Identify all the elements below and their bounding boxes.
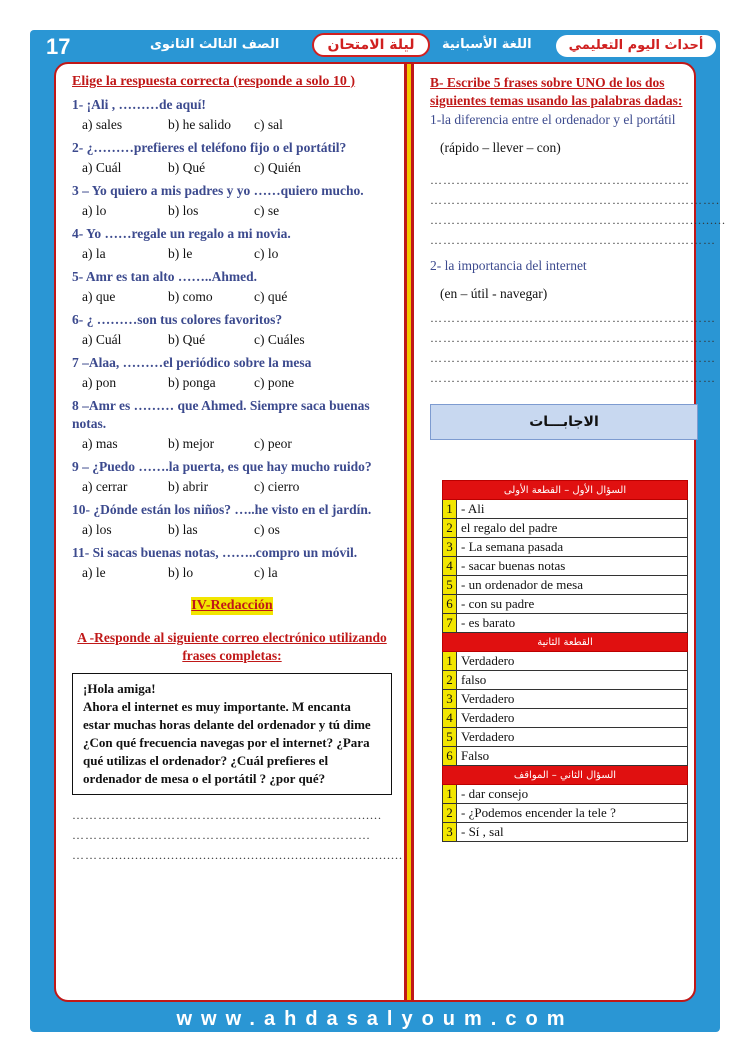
option-text: b) los: [168, 203, 199, 218]
option-text: b) ponga: [168, 375, 216, 390]
answer-section-header: [443, 633, 688, 652]
option-text: b) las: [168, 522, 198, 537]
option-text: c) Quién: [254, 160, 301, 175]
grade-label: الصف الثالث الثانوى: [150, 37, 280, 52]
page-number: 17: [46, 34, 71, 59]
answers-heading: الاجابـــات: [430, 404, 698, 440]
answer-text: Verdadero: [457, 728, 688, 747]
question-stem: 7 –Alaa, ………el periódico sobre la mesa: [72, 355, 312, 370]
option-text: a) le: [82, 565, 106, 580]
question-stem: 1- ¡Ali , ………de aquí!: [72, 97, 206, 112]
topic-one-words: (rápido – llever – con): [440, 140, 561, 155]
page-frame: [30, 30, 726, 1032]
answer-line: …………………………………………………………: [430, 371, 716, 385]
option-text: a) que: [82, 289, 116, 304]
answer-number: 3: [443, 538, 457, 557]
exam-paper: [54, 62, 726, 1002]
question-options: [72, 288, 392, 305]
question-options: [72, 521, 392, 538]
answer-number: 4: [443, 557, 457, 576]
question-item: [72, 96, 392, 133]
question-options: [72, 116, 392, 133]
right-column: [430, 74, 726, 842]
question-stem: 2- ¿………prefieres el teléfono fijo o el portátil?: [72, 140, 347, 155]
brand-badge: أحداث اليوم التعليمي: [556, 35, 716, 57]
table-row: [443, 595, 688, 614]
question-item: [72, 182, 392, 219]
answer-text: - ¿Podemos encender la tele ?: [457, 804, 688, 823]
table-row: [443, 728, 688, 747]
answer-text: - sacar buenas notas: [457, 557, 688, 576]
answer-text: - con su padre: [457, 595, 688, 614]
question-item: [72, 225, 392, 262]
section-title: Elige la respuesta correcta (responde a solo 10 ): [72, 74, 356, 89]
question-stem: 6- ¿ ………son tus colores favoritos?: [72, 312, 283, 327]
answer-text: - dar consejo: [457, 785, 688, 804]
question-item: [72, 311, 392, 348]
answer-text: Verdadero: [457, 709, 688, 728]
answer-text: Verdadero: [457, 690, 688, 709]
answer-text: - Ali: [457, 500, 688, 519]
table-row: [443, 538, 688, 557]
answer-text: Verdadero: [457, 652, 688, 671]
column-divider: [404, 64, 414, 1000]
question-item: [72, 458, 392, 495]
question-options: [72, 564, 392, 581]
redaccion-heading: IV-Redacción: [191, 598, 273, 613]
option-text: b) abrir: [168, 479, 209, 494]
option-text: c) os: [254, 522, 280, 537]
question-item: [72, 139, 392, 176]
option-text: c) lo: [254, 246, 279, 261]
table-row: [443, 671, 688, 690]
answer-line: …………………………………………………………: [430, 331, 716, 345]
header-bar: [30, 30, 720, 62]
option-text: c) Cuáles: [254, 332, 305, 347]
answer-text: Falso: [457, 747, 688, 766]
answer-lines: [72, 805, 403, 865]
option-text: c) sal: [254, 117, 283, 132]
answer-line: …………………………………………………………: [430, 233, 716, 247]
email-greeting: ¡Hola amiga!: [83, 681, 156, 696]
option-text: b) he salido: [168, 117, 231, 132]
table-row: [443, 500, 688, 519]
answer-number: 5: [443, 576, 457, 595]
option-text: c) pone: [254, 375, 295, 390]
answer-text: - un ordenador de mesa: [457, 576, 688, 595]
option-text: c) se: [254, 203, 280, 218]
topic-two-words: (en – útil - navegar): [440, 286, 548, 301]
table-row: [443, 823, 688, 842]
option-text: b) le: [168, 246, 193, 261]
answer-text: falso: [457, 671, 688, 690]
answer-line: …………………………………………………………: [430, 351, 716, 365]
email-box: [72, 673, 392, 795]
answer-text: - es barato: [457, 614, 688, 633]
exam-night-badge: ليلة الامتحان: [312, 33, 430, 57]
answer-number: 1: [443, 500, 457, 519]
answer-section-header: [443, 766, 688, 785]
section-header-text: القطعة الثانية: [443, 633, 688, 652]
option-text: b) mejor: [168, 436, 215, 451]
table-row: [443, 614, 688, 633]
question-item: [72, 501, 392, 538]
answer-number: 7: [443, 614, 457, 633]
answer-number: 1: [443, 652, 457, 671]
answer-number: 6: [443, 747, 457, 766]
question-stem: 3 – Yo quiero a mis padres y yo ……quiero mucho.: [72, 183, 364, 198]
question-options: [72, 202, 392, 219]
option-text: a) cerrar: [82, 479, 128, 494]
question-options: [72, 374, 392, 391]
option-text: c) peor: [254, 436, 292, 451]
option-text: c) la: [254, 565, 278, 580]
table-row: [443, 519, 688, 538]
table-row: [443, 709, 688, 728]
writing-task-title: B- Escribe 5 frases sobre UNO de los dos siguientes temas usando las palabras dadas:: [430, 75, 683, 108]
table-row: [443, 690, 688, 709]
question-item: [72, 354, 392, 391]
answer-number: 2: [443, 671, 457, 690]
answer-line: …………………………………………………………......: [72, 808, 382, 822]
option-text: a) sales: [82, 117, 123, 132]
option-text: a) los: [82, 522, 112, 537]
question-stem: 9 – ¿Puedo …….la puerta, es que hay mucho ruido?: [72, 459, 372, 474]
option-text: a) pon: [82, 375, 117, 390]
answer-number: 2: [443, 519, 457, 538]
topic-one-lines: [430, 170, 726, 250]
left-column: [72, 74, 403, 865]
answer-line: ……….........................................................................: [72, 848, 403, 862]
option-text: a) Cuál: [82, 332, 122, 347]
answer-section-header: [443, 481, 688, 500]
question-stem: 8 –Amr es ……… que Ahmed. Siempre saca buenas notas.: [72, 398, 370, 431]
answer-number: 1: [443, 785, 457, 804]
question-item: [72, 397, 392, 452]
answer-text: - La semana pasada: [457, 538, 688, 557]
option-text: a) mas: [82, 436, 118, 451]
topic-one: 1-la diferencia entre el ordenador y el portátil: [430, 112, 676, 127]
option-text: a) la: [82, 246, 106, 261]
table-row: [443, 747, 688, 766]
option-text: c) cierro: [254, 479, 300, 494]
answers-table: [442, 480, 688, 842]
answer-number: 3: [443, 823, 457, 842]
answer-number: 4: [443, 709, 457, 728]
website-footer: www.ahdasalyoum.com: [176, 1008, 574, 1030]
table-row: [443, 785, 688, 804]
answer-number: 2: [443, 804, 457, 823]
question-options: [72, 331, 392, 348]
answer-line: …………………………………………………….........: [430, 213, 726, 227]
question-options: [72, 478, 392, 495]
answer-line: ……………………………………………………………: [72, 828, 371, 842]
answer-line: ………………………………………………………….: [430, 193, 720, 207]
table-row: [443, 652, 688, 671]
table-row: [443, 804, 688, 823]
answer-text: el regalo del padre: [457, 519, 688, 538]
option-text: b) Qué: [168, 332, 206, 347]
answer-number: 5: [443, 728, 457, 747]
table-row: [443, 557, 688, 576]
option-text: b) lo: [168, 565, 194, 580]
question-stem: 4- Yo ……regale un regalo a mi novia.: [72, 226, 291, 241]
question-item: [72, 268, 392, 305]
question-options: [72, 435, 392, 452]
section-header-text: السؤال الأول – القطعة الأولى: [443, 481, 688, 500]
question-list: [72, 96, 392, 581]
option-text: c) qué: [254, 289, 288, 304]
question-item: [72, 544, 392, 581]
topic-two-lines: [430, 308, 716, 388]
subject-label: اللغة الأسبانية: [442, 37, 532, 52]
option-text: b) como: [168, 289, 213, 304]
question-options: [72, 245, 392, 262]
question-stem: 5- Amr es tan alto ……..Ahmed.: [72, 269, 257, 284]
answer-line: …………………………………………………………: [430, 311, 716, 325]
answer-number: 3: [443, 690, 457, 709]
option-text: b) Qué: [168, 160, 206, 175]
topic-two: 2- la importancia del internet: [430, 258, 587, 273]
answer-line: ……………………………………………………: [430, 173, 690, 187]
section-header-text: السؤال الثاني – المواقف: [443, 766, 688, 785]
question-options: [72, 159, 392, 176]
email-task-title: A -Responde al siguiente correo electrónico utilizando frases completas:: [77, 630, 387, 663]
email-body: Ahora el internet es muy importante. M encanta estar muchas horas delante del ordenador y tú dime ¿Con qué frecuencia navegas por el internet? ¿Para qué utilizas el ordenador? ¿Cuál prefieres el ordenador de mesa o el portátil ? ¿por qué?: [83, 699, 371, 786]
question-stem: 11- Si sacas buenas notas, ……..compro un móvil.: [72, 545, 358, 560]
table-row: [443, 576, 688, 595]
question-stem: 10- ¿Dónde están los niños? …..he visto en el jardín.: [72, 502, 372, 517]
answer-text: - Sí , sal: [457, 823, 688, 842]
option-text: a) lo: [82, 203, 107, 218]
option-text: a) Cuál: [82, 160, 122, 175]
answer-number: 6: [443, 595, 457, 614]
